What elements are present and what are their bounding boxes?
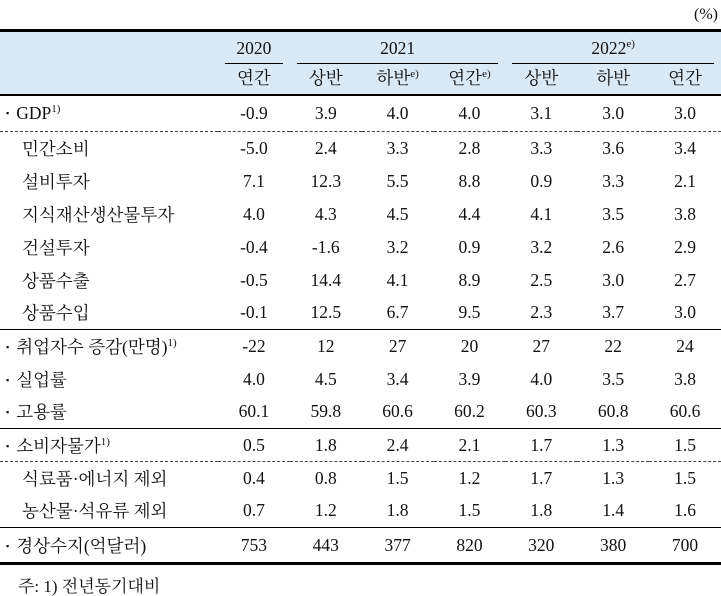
cell-value: 12.3 [310,170,342,191]
cell-value: 3.2 [530,236,553,257]
bullet-icon: ▪ [6,440,10,451]
cell-value: 2.3 [505,297,577,330]
cell-value: 4.0 [530,368,553,389]
footnote: 주: 1) 전년동기대비 [18,577,161,596]
cell-value: 12 [317,335,335,356]
cell-value: 3.7 [577,297,649,330]
cell-value: -1.6 [311,236,340,257]
cell-value: 1.4 [577,495,649,528]
cell-value: 1.8 [362,495,434,528]
year-header-2020 [218,31,290,64]
period-header-row [0,64,721,95]
cell-value: -0.4 [240,236,268,257]
table-row [0,396,721,429]
row-label [0,165,218,198]
cell-value: 0.9 [458,236,481,257]
cell-value: 4.0 [362,95,434,132]
year-label: 2022 [591,37,627,58]
unit-label: (%) [694,6,718,23]
row-label [0,462,218,495]
row-label-text: 소비자물가 [16,435,101,456]
cell-value: 1.3 [577,429,649,462]
table-row [0,429,721,462]
row-label-text: 민간소비 [22,138,90,159]
cell-value: 2.4 [362,429,434,462]
cell-value: 1.8 [505,495,577,528]
row-label-sup: 1) [51,102,61,115]
table-row [0,264,721,297]
cell-value: 753 [240,534,268,555]
table-body [0,95,721,564]
cell-value: 0.7 [218,495,290,528]
cell-value: 27 [388,335,407,356]
cell-value: 700 [671,534,699,555]
cell-value: 59.8 [290,396,362,429]
row-label-text: 농산물·석유류 제외 [22,501,168,522]
label-column-header [0,31,218,64]
cell-value: 3.1 [505,95,577,132]
cell-value: 3.2 [386,236,409,257]
cell-value: 7.1 [242,170,265,191]
cell-value: 443 [312,534,339,555]
year-header-row [0,31,721,64]
cell-value: 2.6 [602,236,625,257]
bullet-icon: ▪ [6,107,10,118]
cell-value: 4.0 [242,203,265,224]
row-label [0,330,218,363]
cell-value: 4.1 [530,203,553,224]
row-label [0,132,218,165]
cell-value: 3.0 [602,269,625,290]
row-label-text: 경상수지(억달러) [16,535,147,556]
cell-value: 3.5 [602,203,625,224]
table-row [0,132,721,165]
cell-value: 320 [528,534,555,555]
row-label [0,198,218,231]
cell-value: 8.9 [458,269,481,290]
cell-value: 27 [532,335,551,356]
cell-value: 380 [600,534,627,555]
label-column-header [0,64,218,95]
period-header: 상반 [505,64,577,95]
cell-value: 12.5 [290,297,362,330]
year-header-2021 [290,31,506,64]
row-label-text: 설비투자 [22,171,90,192]
row-label-sup: 1) [167,336,177,349]
bullet-icon: ▪ [6,407,10,418]
cell-value: 3.0 [649,297,721,330]
cell-value: 1.3 [602,467,625,488]
table-row [0,297,721,330]
bullet-icon: ▪ [6,341,10,352]
table-row [0,330,721,363]
row-label-text: 상품수출 [22,270,90,291]
row-label [0,264,218,297]
bullet-icon: ▪ [6,540,10,551]
period-header: 상반 [290,64,362,95]
cell-value: 0.5 [218,429,290,462]
cell-value: 60.6 [649,396,721,429]
bullet-icon: ▪ [6,374,10,385]
row-label-text: 식료품·에너지 제외 [22,468,168,489]
period-header: 연간$^{e)}$ [434,64,506,95]
row-label-text: 상품수입 [22,303,90,324]
row-label-text: 지식재산생산물투자 [22,204,175,225]
period-header: 연간 [649,64,721,95]
cell-value: 14.4 [310,269,342,290]
cell-value: 4.3 [314,203,337,224]
year-label: 2021 [380,37,416,58]
cell-value: 3.8 [674,368,696,389]
cell-value: -0.1 [218,297,290,330]
cell-value: 3.4 [674,137,696,158]
period-header: 하반$^{e)}$ [362,64,434,95]
row-label-sup: 1) [100,435,110,448]
cell-value: 3.3 [386,137,409,158]
cell-value: 9.5 [434,297,506,330]
cell-value: 60.8 [577,396,649,429]
table-row [0,198,721,231]
cell-value: 2.7 [674,269,696,290]
cell-value: 2.4 [314,137,337,158]
row-label-text: 취업자수 증감(만명) [16,336,168,357]
cell-value: 3.0 [649,95,721,132]
table-row [0,528,721,564]
cell-value: -22 [242,335,266,356]
cell-value: 820 [456,534,483,555]
cell-value: 4.0 [434,95,506,132]
cell-value: 3.0 [577,95,649,132]
cell-value: 60.1 [218,396,290,429]
cell-value: 4.0 [242,368,265,389]
cell-value: 2.9 [674,236,696,257]
cell-value: 1.5 [386,467,409,488]
row-label [0,429,218,462]
cell-value: 4.4 [458,203,481,224]
cell-value: 4.5 [314,368,337,389]
year-sup: e) [626,37,635,50]
cell-value: -5.0 [240,137,268,158]
row-label [0,95,218,132]
cell-value: 3.3 [602,170,625,191]
cell-value: 1.7 [505,429,577,462]
table-row [0,165,721,198]
period-header: 하반 [577,64,649,95]
cell-value: 0.9 [530,170,553,191]
table-header [0,31,721,95]
row-label [0,297,218,330]
row-label [0,528,218,564]
cell-value: 3.3 [530,137,553,158]
cell-value: 8.8 [458,170,481,191]
cell-value: 1.7 [530,467,553,488]
table-row [0,95,721,132]
cell-value: 3.5 [602,368,625,389]
row-label [0,495,218,528]
period-header: 연간 [218,64,290,95]
year-header-2022 [505,31,721,64]
cell-value: 22 [604,335,622,356]
cell-value: 3.9 [290,95,362,132]
cell-value: -0.5 [240,269,268,290]
cell-value: 3.9 [458,368,481,389]
row-label-text: 실업률 [16,369,67,390]
table-row [0,495,721,528]
year-label: 2020 [236,37,272,58]
cell-value: 1.6 [649,495,721,528]
cell-value: 0.4 [242,467,265,488]
cell-value: 20 [460,335,479,356]
cell-value: 5.5 [386,170,409,191]
row-label [0,231,218,264]
cell-value: 1.5 [649,429,721,462]
cell-value: 0.8 [314,467,337,488]
cell-value: 3.4 [386,368,409,389]
row-label [0,396,218,429]
table-row [0,462,721,495]
cell-value: 24 [676,335,694,356]
cell-value: 60.2 [434,396,506,429]
economic-indicators-table [0,29,721,565]
cell-value: 4.5 [386,203,409,224]
cell-value: 6.7 [362,297,434,330]
cell-value: 2.1 [434,429,506,462]
cell-value: 1.2 [290,495,362,528]
row-label-text: 건설투자 [22,237,90,258]
row-label-text: GDP [16,102,52,123]
cell-value: 3.6 [602,137,625,158]
cell-value: 2.1 [674,170,696,191]
cell-value: -0.9 [218,95,290,132]
row-label-text: 고용률 [16,402,67,423]
row-label [0,363,218,396]
cell-value: 1.5 [434,495,506,528]
cell-value: 1.8 [290,429,362,462]
cell-value: 1.2 [458,467,481,488]
table-row [0,231,721,264]
cell-value: 60.3 [505,396,577,429]
cell-value: 1.5 [674,467,696,488]
cell-value: 4.1 [386,269,409,290]
cell-value: 3.8 [674,203,696,224]
cell-value: 2.5 [530,269,553,290]
table-row [0,363,721,396]
cell-value: 377 [384,534,411,555]
cell-value: 60.6 [362,396,434,429]
cell-value: 2.8 [458,137,481,158]
